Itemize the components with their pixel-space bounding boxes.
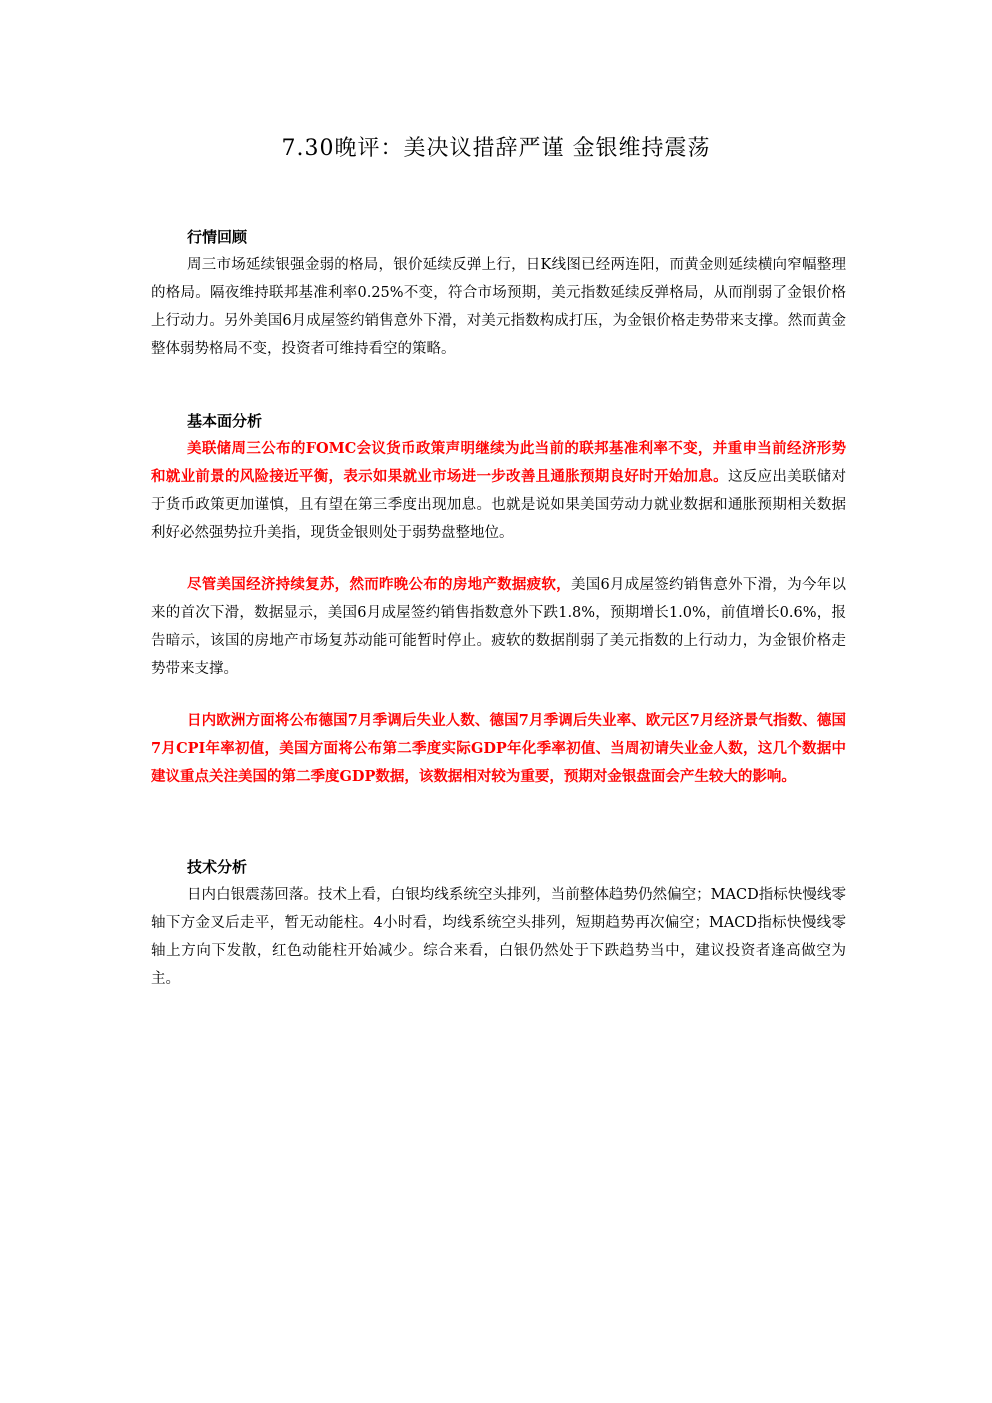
section-fundamental: [151, 410, 846, 791]
paragraph: [151, 571, 846, 683]
paragraph: [151, 435, 846, 547]
section-technical: [151, 856, 846, 993]
section-heading: 技术分析: [187, 858, 248, 876]
section-heading: 基本面分析: [187, 412, 263, 430]
highlighted-text: 尽管美国经济持续复苏，然而昨晚公布的房地产数据疲软，: [187, 576, 571, 593]
highlighted-text: 美联储周三公布的FOMC会议货币政策声明继续为此当前的联邦基准利率不变，并重申当前经济形势和就业前景的风险接近平衡，表示如果就业市场进一步改善且通胀预期良好时开始加息。: [151, 440, 846, 485]
paragraph: 日内白银震荡回落。技术上看，白银均线系统空头排列，当前整体趋势仍然偏空；MACD指标快慢线零轴下方金叉后走平，暂无动能柱。4小时看，均线系统空头排列，短期趋势再次偏空；MACD指标快慢线零轴上方向下发散，红色动能柱开始减少。综合来看，白银仍然处于下跌趋势当中，建议投资者逢高做空为主。: [151, 887, 846, 987]
paragraph: [151, 707, 846, 791]
document-title: 7.30晚评：美决议措辞严谨 金银维持震荡: [281, 136, 711, 161]
highlighted-text: 日内欧洲方面将公布德国7月季调后失业人数、德国7月季调后失业率、欧元区7月经济景气指数、德国7月CPI年率初值，美国方面将公布第二季度实际GDP年化季率初值、当周初请失业金人数，这几个数据中建议重点关注美国的第二季度GDP数据，该数据相对较为重要，预期对金银盘面会产生较大的影响。: [151, 712, 846, 785]
paragraph: 周三市场延续银强金弱的格局，银价延续反弹上行，日K线图已经两连阳，而黄金则延续横向窄幅整理的格局。隔夜维持联邦基准利率0.25%不变，符合市场预期，美元指数延续反弹格局，从而削弱了金银价格上行动力。另外美国6月成屋签约销售意外下滑，对美元指数构成打压，为金银价格走势带来支撑。然而黄金整体弱势格局不变，投资者可维持看空的策略。: [151, 257, 846, 357]
paragraph-text: 这反应出美联储对于货币政策更加谨慎，且有望在第三季度出现加息。也就是说如果美国劳动力就业数据和通胀预期相关数据利好必然强势拉升美指，现货金银则处于弱势盘整地位。: [151, 469, 847, 541]
section-heading: 行情回顾: [187, 228, 248, 246]
section-market-review: [151, 226, 846, 363]
paragraph-text: 美国6月成屋签约销售意外下滑，为今年以来的首次下滑，数据显示，美国6月成屋签约销售指数意外下跌1.8%，预期增长1.0%，前值增长0.6%，报告暗示，该国的房地产市场复苏动能可能暂时停止。疲软的数据削弱了美元指数的上行动力，为金银价格走势带来支撑。: [151, 577, 846, 677]
